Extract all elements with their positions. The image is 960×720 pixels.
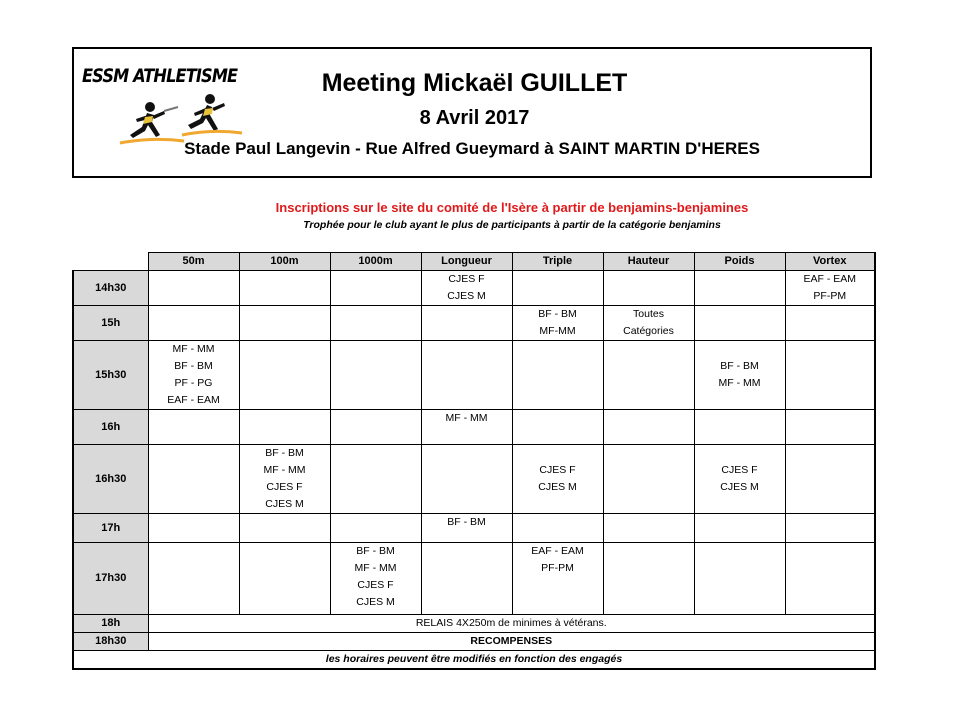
relay-event: RELAIS 4X250m de minimes à vétérans. bbox=[148, 615, 875, 633]
category-entry: CJES M bbox=[265, 498, 304, 510]
event-header-row bbox=[73, 253, 875, 271]
event-cell bbox=[330, 341, 421, 410]
event-cell bbox=[421, 514, 512, 543]
event-cell bbox=[330, 445, 421, 514]
event-cell bbox=[148, 271, 239, 306]
event-cell bbox=[603, 514, 694, 543]
event-cell bbox=[148, 514, 239, 543]
event-cell bbox=[694, 306, 785, 341]
event-cell bbox=[330, 410, 421, 445]
category-entry: CJES M bbox=[720, 481, 759, 493]
category-entry: CJES F bbox=[357, 579, 394, 591]
schedule-table bbox=[72, 252, 876, 670]
event-cell bbox=[512, 514, 603, 543]
event-cell bbox=[603, 543, 694, 615]
awards-ceremony: RECOMPENSES bbox=[148, 633, 875, 651]
event-cell bbox=[603, 445, 694, 514]
event-cell bbox=[421, 445, 512, 514]
time-slot: 16h bbox=[73, 410, 148, 445]
event-cell bbox=[512, 341, 603, 410]
event-cell bbox=[148, 410, 239, 445]
event-header-100m: 100m bbox=[239, 253, 330, 271]
category-entry: EAF - EAM bbox=[167, 394, 220, 406]
header-corner bbox=[73, 253, 148, 271]
event-cell bbox=[330, 271, 421, 306]
time-slot: 18h bbox=[73, 615, 148, 633]
time-slot: 14h30 bbox=[73, 271, 148, 306]
trophy-notice: Trophée pour le club ayant le plus de participants à partir de la catégorie benjamins bbox=[303, 219, 721, 231]
event-cell bbox=[694, 271, 785, 306]
logo-text: ESSM ATHLETISME bbox=[82, 65, 238, 87]
schedule-row bbox=[73, 514, 875, 543]
event-cell bbox=[239, 341, 330, 410]
event-header-50m: 50m bbox=[148, 253, 239, 271]
event-cell bbox=[239, 514, 330, 543]
category-entry: Catégories bbox=[623, 325, 674, 337]
event-cell bbox=[239, 271, 330, 306]
schedule-footnote: les horaires peuvent être modifiés en fonction des engagés bbox=[73, 651, 875, 670]
category-entry: CJES F bbox=[721, 464, 758, 476]
event-header-hauteur: Hauteur bbox=[603, 253, 694, 271]
event-cell bbox=[512, 271, 603, 306]
category-entry: PF - PG bbox=[174, 377, 213, 389]
event-cell bbox=[694, 445, 785, 514]
category-entry: EAF - EAM bbox=[803, 273, 856, 285]
event-cell bbox=[421, 410, 512, 445]
event-cell bbox=[785, 410, 875, 445]
category-entry: PF-PM bbox=[813, 290, 847, 302]
category-entry: MF - MM bbox=[354, 562, 397, 574]
time-slot: 15h30 bbox=[73, 341, 148, 410]
schedule-row bbox=[73, 445, 875, 514]
schedule-row bbox=[73, 410, 875, 445]
category-entry: MF - MM bbox=[445, 412, 488, 424]
event-cell bbox=[421, 543, 512, 615]
header-box bbox=[72, 47, 872, 178]
event-cell bbox=[603, 410, 694, 445]
event-header-longueur: Longueur bbox=[421, 253, 512, 271]
meeting-date: 8 Avril 2017 bbox=[419, 107, 530, 129]
time-slot: 17h bbox=[73, 514, 148, 543]
event-cell bbox=[512, 306, 603, 341]
event-cell bbox=[330, 514, 421, 543]
event-cell bbox=[148, 306, 239, 341]
category-entry: CJES F bbox=[266, 481, 303, 493]
time-slot: 18h30 bbox=[73, 633, 148, 651]
event-cell bbox=[694, 410, 785, 445]
category-entry: CJES M bbox=[538, 481, 577, 493]
category-entry: BF - BM bbox=[447, 516, 486, 528]
category-entry: BF - BM bbox=[356, 545, 395, 557]
event-cell bbox=[785, 514, 875, 543]
event-cell bbox=[330, 543, 421, 615]
event-cell bbox=[603, 341, 694, 410]
schedule-row bbox=[73, 306, 875, 341]
event-cell bbox=[421, 341, 512, 410]
event-header-1000m: 1000m bbox=[330, 253, 421, 271]
time-slot: 15h bbox=[73, 306, 148, 341]
category-entry: MF-MM bbox=[539, 325, 576, 337]
event-cell bbox=[421, 271, 512, 306]
event-cell bbox=[239, 306, 330, 341]
category-entry: CJES F bbox=[539, 464, 576, 476]
meeting-title: Meeting Mickaël GUILLET bbox=[321, 69, 628, 97]
category-entry: BF - BM bbox=[720, 360, 759, 372]
category-entry: BF - BM bbox=[538, 308, 577, 320]
event-cell bbox=[785, 445, 875, 514]
event-cell bbox=[148, 445, 239, 514]
category-entry: BF - BM bbox=[265, 447, 304, 459]
event-cell bbox=[785, 543, 875, 615]
event-cell bbox=[512, 410, 603, 445]
schedule-row bbox=[73, 341, 875, 410]
category-entry: PF-PM bbox=[541, 562, 574, 574]
category-entry: BF - BM bbox=[174, 360, 213, 372]
event-header-poids: Poids bbox=[694, 253, 785, 271]
category-entry: MF - MM bbox=[718, 377, 761, 389]
schedule-row bbox=[73, 615, 875, 633]
schedule-row bbox=[73, 543, 875, 615]
schedule-row bbox=[73, 271, 875, 306]
time-slot: 17h30 bbox=[73, 543, 148, 615]
event-cell bbox=[239, 543, 330, 615]
event-cell bbox=[603, 306, 694, 341]
event-cell bbox=[239, 445, 330, 514]
event-cell bbox=[330, 306, 421, 341]
event-cell bbox=[785, 341, 875, 410]
schedule-row bbox=[73, 633, 875, 651]
event-cell bbox=[694, 543, 785, 615]
event-cell bbox=[148, 543, 239, 615]
category-entry: Toutes bbox=[633, 308, 664, 320]
event-header-vortex: Vortex bbox=[785, 253, 875, 271]
event-cell bbox=[694, 514, 785, 543]
event-cell bbox=[694, 341, 785, 410]
event-cell bbox=[785, 306, 875, 341]
event-cell bbox=[785, 271, 875, 306]
registration-notice: Inscriptions sur le site du comité de l'Isère à partir de benjamins-benjamines bbox=[275, 200, 749, 215]
category-entry: CJES F bbox=[448, 273, 485, 285]
event-cell bbox=[239, 410, 330, 445]
event-cell bbox=[603, 271, 694, 306]
event-cell bbox=[421, 306, 512, 341]
category-entry: EAF - EAM bbox=[531, 545, 584, 557]
category-entry: MF - MM bbox=[263, 464, 306, 476]
event-cell bbox=[512, 445, 603, 514]
footnote-row bbox=[73, 651, 875, 670]
event-header-triple: Triple bbox=[512, 253, 603, 271]
category-entry: CJES M bbox=[356, 596, 395, 608]
event-cell bbox=[148, 341, 239, 410]
time-slot: 16h30 bbox=[73, 445, 148, 514]
category-entry: MF - MM bbox=[172, 343, 215, 355]
category-entry: CJES M bbox=[447, 290, 486, 302]
meeting-venue: Stade Paul Langevin - Rue Alfred Gueymard à SAINT MARTIN D'HERES bbox=[184, 139, 760, 158]
event-cell bbox=[512, 543, 603, 615]
